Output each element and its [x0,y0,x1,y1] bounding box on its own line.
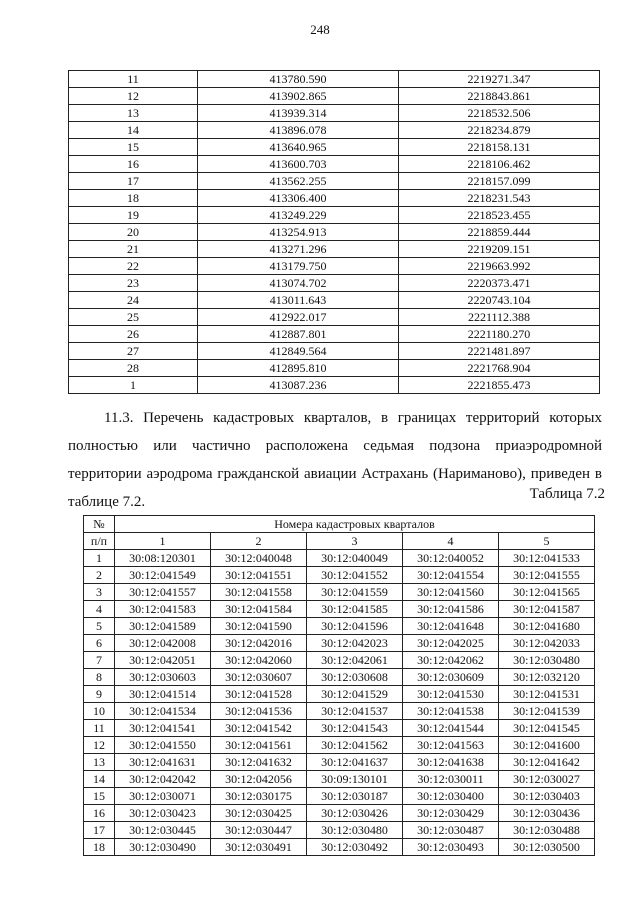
point-number-cell: 19 [69,207,198,224]
table-row [69,173,600,190]
cadastral-number-cell: 30:12:041638 [403,754,499,771]
table-row [69,224,600,241]
table-row [84,618,595,635]
paragraph-text: 11.3. Перечень кадастровых кварталов, в границах территорий которых полностью или частично расположена седьмая подзона приаэродромной территории аэродрома гражданской авиации Астрахань (Нариманово), приведен в таблице 7.2. [68,410,602,510]
point-number-cell: 17 [69,173,198,190]
table-row [69,71,600,88]
cadastral-number-cell: 30:12:041560 [403,584,499,601]
table-row [84,584,595,601]
cadastral-number-cell: 30:12:030488 [499,822,595,839]
cadastral-number-cell: 30:12:041642 [499,754,595,771]
table-row [69,377,600,394]
table-row [84,601,595,618]
cadastral-number-cell: 30:12:042042 [115,771,211,788]
x-coordinate-cell: 413780.590 [198,71,399,88]
table-row [69,241,600,258]
cadastral-number-cell: 30:12:041550 [115,737,211,754]
cadastral-number-cell: 30:12:030400 [403,788,499,805]
cadastral-number-cell: 30:12:041632 [211,754,307,771]
row-number-cell: 14 [84,771,115,788]
y-coordinate-cell: 2221855.473 [399,377,600,394]
cadastral-number-cell: 30:12:041565 [499,584,595,601]
cadastral-number-cell: 30:12:041589 [115,618,211,635]
table-row [84,703,595,720]
row-number-cell: 17 [84,822,115,839]
y-coordinate-cell: 2220373.471 [399,275,600,292]
row-number-cell: 3 [84,584,115,601]
table-row [69,122,600,139]
header-col-3: 3 [307,533,403,550]
header-row-2 [84,533,595,550]
cadastral-number-cell: 30:12:041534 [115,703,211,720]
table-row [84,737,595,754]
x-coordinate-cell: 413179.750 [198,258,399,275]
y-coordinate-cell: 2221180.270 [399,326,600,343]
cadastral-number-cell: 30:12:041584 [211,601,307,618]
point-number-cell: 11 [69,71,198,88]
cadastral-table-header [84,516,595,550]
point-number-cell: 13 [69,105,198,122]
cadastral-number-cell: 30:12:041631 [115,754,211,771]
header-num-bottom: п/п [84,533,115,550]
cadastral-number-cell: 30:12:041648 [403,618,499,635]
cadastral-number-cell: 30:12:042023 [307,635,403,652]
table-row [69,309,600,326]
row-number-cell: 11 [84,720,115,737]
table-row [84,754,595,771]
cadastral-number-cell: 30:12:041545 [499,720,595,737]
cadastral-table-body [84,550,595,856]
x-coordinate-cell: 413074.702 [198,275,399,292]
y-coordinate-cell: 2220743.104 [399,292,600,309]
table-row [69,360,600,377]
cadastral-number-cell: 30:12:041637 [307,754,403,771]
cadastral-number-cell: 30:12:030608 [307,669,403,686]
cadastral-quarters-table [83,515,595,856]
y-coordinate-cell: 2219663.992 [399,258,600,275]
cadastral-number-cell: 30:12:042025 [403,635,499,652]
cadastral-number-cell: 30:12:041529 [307,686,403,703]
cadastral-number-cell: 30:12:041549 [115,567,211,584]
table-row [69,88,600,105]
cadastral-number-cell: 30:12:042033 [499,635,595,652]
y-coordinate-cell: 2221768.904 [399,360,600,377]
cadastral-number-cell: 30:12:041590 [211,618,307,635]
cadastral-number-cell: 30:12:030071 [115,788,211,805]
cadastral-number-cell: 30:12:030425 [211,805,307,822]
x-coordinate-cell: 412849.564 [198,343,399,360]
cadastral-number-cell: 30:12:042062 [403,652,499,669]
header-row-1 [84,516,595,533]
cadastral-number-cell: 30:12:041562 [307,737,403,754]
y-coordinate-cell: 2218106.462 [399,156,600,173]
cadastral-number-cell: 30:12:042016 [211,635,307,652]
y-coordinate-cell: 2221481.897 [399,343,600,360]
table-row [69,258,600,275]
cadastral-number-cell: 30:12:042051 [115,652,211,669]
cadastral-number-cell: 30:12:040048 [211,550,307,567]
row-number-cell: 7 [84,652,115,669]
cadastral-number-cell: 30:12:030487 [403,822,499,839]
cadastral-number-cell: 30:12:041561 [211,737,307,754]
table-row [84,839,595,856]
table-row [84,771,595,788]
table-row [69,275,600,292]
y-coordinate-cell: 2218523.455 [399,207,600,224]
table-row [69,326,600,343]
cadastral-number-cell: 30:12:041533 [499,550,595,567]
cadastral-number-cell: 30:08:120301 [115,550,211,567]
table-row [84,720,595,737]
cadastral-number-cell: 30:12:042061 [307,652,403,669]
point-number-cell: 27 [69,343,198,360]
cadastral-number-cell: 30:12:030445 [115,822,211,839]
point-number-cell: 28 [69,360,198,377]
table-row [84,567,595,584]
row-number-cell: 1 [84,550,115,567]
table-row [84,686,595,703]
table-row [84,805,595,822]
point-number-cell: 15 [69,139,198,156]
x-coordinate-cell: 413939.314 [198,105,399,122]
table-row [84,635,595,652]
x-coordinate-cell: 413600.703 [198,156,399,173]
cadastral-number-cell: 30:12:041583 [115,601,211,618]
cadastral-number-cell: 30:12:041558 [211,584,307,601]
cadastral-number-cell: 30:12:030403 [499,788,595,805]
cadastral-number-cell: 30:09:130101 [307,771,403,788]
header-col-5: 5 [499,533,595,550]
page-number: 248 [310,22,330,37]
row-number-cell: 18 [84,839,115,856]
x-coordinate-cell: 413896.078 [198,122,399,139]
cadastral-number-cell: 30:12:030187 [307,788,403,805]
point-number-cell: 23 [69,275,198,292]
row-number-cell: 12 [84,737,115,754]
cadastral-number-cell: 30:12:041541 [115,720,211,737]
coordinates-table [68,70,600,394]
cadastral-number-cell: 30:12:030493 [403,839,499,856]
point-number-cell: 22 [69,258,198,275]
point-number-cell: 21 [69,241,198,258]
cadastral-number-cell: 30:12:041514 [115,686,211,703]
cadastral-number-cell: 30:12:030426 [307,805,403,822]
cadastral-number-cell: 30:12:041586 [403,601,499,618]
cadastral-number-cell: 30:12:041544 [403,720,499,737]
point-number-cell: 1 [69,377,198,394]
cadastral-number-cell: 30:12:041563 [403,737,499,754]
cadastral-number-cell: 30:12:040052 [403,550,499,567]
cadastral-number-cell: 30:12:041543 [307,720,403,737]
cadastral-number-cell: 30:12:041538 [403,703,499,720]
x-coordinate-cell: 413562.255 [198,173,399,190]
cadastral-number-cell: 30:12:041554 [403,567,499,584]
cadastral-number-cell: 30:12:041557 [115,584,211,601]
x-coordinate-cell: 413271.296 [198,241,399,258]
table-row [69,343,600,360]
row-number-cell: 2 [84,567,115,584]
cadastral-number-cell: 30:12:041528 [211,686,307,703]
cadastral-number-cell: 30:12:030500 [499,839,595,856]
cadastral-number-cell: 30:12:041542 [211,720,307,737]
table-row [84,669,595,686]
x-coordinate-cell: 413087.236 [198,377,399,394]
cadastral-number-cell: 30:12:041530 [403,686,499,703]
cadastral-number-cell: 30:12:030607 [211,669,307,686]
x-coordinate-cell: 413640.965 [198,139,399,156]
x-coordinate-cell: 413011.643 [198,292,399,309]
cadastral-number-cell: 30:12:030423 [115,805,211,822]
header-group-title: Номера кадастровых кварталов [115,516,595,533]
cadastral-number-cell: 30:12:041531 [499,686,595,703]
cadastral-number-cell: 30:12:042008 [115,635,211,652]
cadastral-number-cell: 30:12:041596 [307,618,403,635]
row-number-cell: 9 [84,686,115,703]
x-coordinate-cell: 412922.017 [198,309,399,326]
table-row [69,139,600,156]
y-coordinate-cell: 2218843.861 [399,88,600,105]
cadastral-number-cell: 30:12:041552 [307,567,403,584]
cadastral-number-cell: 30:12:030480 [307,822,403,839]
cadastral-number-cell: 30:12:030175 [211,788,307,805]
y-coordinate-cell: 2218532.506 [399,105,600,122]
cadastral-number-cell: 30:12:041539 [499,703,595,720]
table-row [84,652,595,669]
table-row [69,207,600,224]
y-coordinate-cell: 2219271.347 [399,71,600,88]
cadastral-number-cell: 30:12:030603 [115,669,211,686]
cadastral-number-cell: 30:12:041536 [211,703,307,720]
x-coordinate-cell: 413902.865 [198,88,399,105]
header-num-top: № [84,516,115,533]
point-number-cell: 16 [69,156,198,173]
x-coordinate-cell: 413254.913 [198,224,399,241]
y-coordinate-cell: 2218859.444 [399,224,600,241]
cadastral-number-cell: 30:12:041600 [499,737,595,754]
cadastral-number-cell: 30:12:030490 [115,839,211,856]
header-col-2: 2 [211,533,307,550]
row-number-cell: 5 [84,618,115,635]
cadastral-number-cell: 30:12:030011 [403,771,499,788]
x-coordinate-cell: 412887.801 [198,326,399,343]
row-number-cell: 10 [84,703,115,720]
y-coordinate-cell: 2219209.151 [399,241,600,258]
y-coordinate-cell: 2218157.099 [399,173,600,190]
x-coordinate-cell: 413306.400 [198,190,399,207]
x-coordinate-cell: 413249.229 [198,207,399,224]
row-number-cell: 15 [84,788,115,805]
cadastral-number-cell: 30:12:030609 [403,669,499,686]
cadastral-number-cell: 30:12:030436 [499,805,595,822]
cadastral-number-cell: 30:12:041537 [307,703,403,720]
point-number-cell: 20 [69,224,198,241]
y-coordinate-cell: 2218231.543 [399,190,600,207]
table-row [84,788,595,805]
cadastral-number-cell: 30:12:040049 [307,550,403,567]
table-caption: Таблица 7.2 [529,486,605,502]
point-number-cell: 12 [69,88,198,105]
table-row [69,156,600,173]
cadastral-number-cell: 30:12:030492 [307,839,403,856]
point-number-cell: 26 [69,326,198,343]
coordinates-table-body [69,71,600,394]
header-col-4: 4 [403,533,499,550]
point-number-cell: 25 [69,309,198,326]
table-row [84,550,595,567]
row-number-cell: 4 [84,601,115,618]
point-number-cell: 14 [69,122,198,139]
x-coordinate-cell: 412895.810 [198,360,399,377]
row-number-cell: 8 [84,669,115,686]
table-row [69,190,600,207]
cadastral-number-cell: 30:12:032120 [499,669,595,686]
point-number-cell: 24 [69,292,198,309]
cadastral-number-cell: 30:12:030447 [211,822,307,839]
table-row [84,822,595,839]
cadastral-number-cell: 30:12:042060 [211,652,307,669]
cadastral-number-cell: 30:12:041555 [499,567,595,584]
cadastral-number-cell: 30:12:030027 [499,771,595,788]
paragraph-11-3 [68,404,602,516]
header-col-1: 1 [115,533,211,550]
y-coordinate-cell: 2221112.388 [399,309,600,326]
cadastral-number-cell: 30:12:042056 [211,771,307,788]
cadastral-number-cell: 30:12:041587 [499,601,595,618]
y-coordinate-cell: 2218234.879 [399,122,600,139]
cadastral-number-cell: 30:12:041551 [211,567,307,584]
point-number-cell: 18 [69,190,198,207]
y-coordinate-cell: 2218158.131 [399,139,600,156]
row-number-cell: 13 [84,754,115,771]
cadastral-number-cell: 30:12:041559 [307,584,403,601]
table-row [69,105,600,122]
cadastral-number-cell: 30:12:030429 [403,805,499,822]
table-row [69,292,600,309]
row-number-cell: 6 [84,635,115,652]
cadastral-number-cell: 30:12:041585 [307,601,403,618]
cadastral-number-cell: 30:12:041680 [499,618,595,635]
cadastral-number-cell: 30:12:030480 [499,652,595,669]
row-number-cell: 16 [84,805,115,822]
cadastral-number-cell: 30:12:030491 [211,839,307,856]
